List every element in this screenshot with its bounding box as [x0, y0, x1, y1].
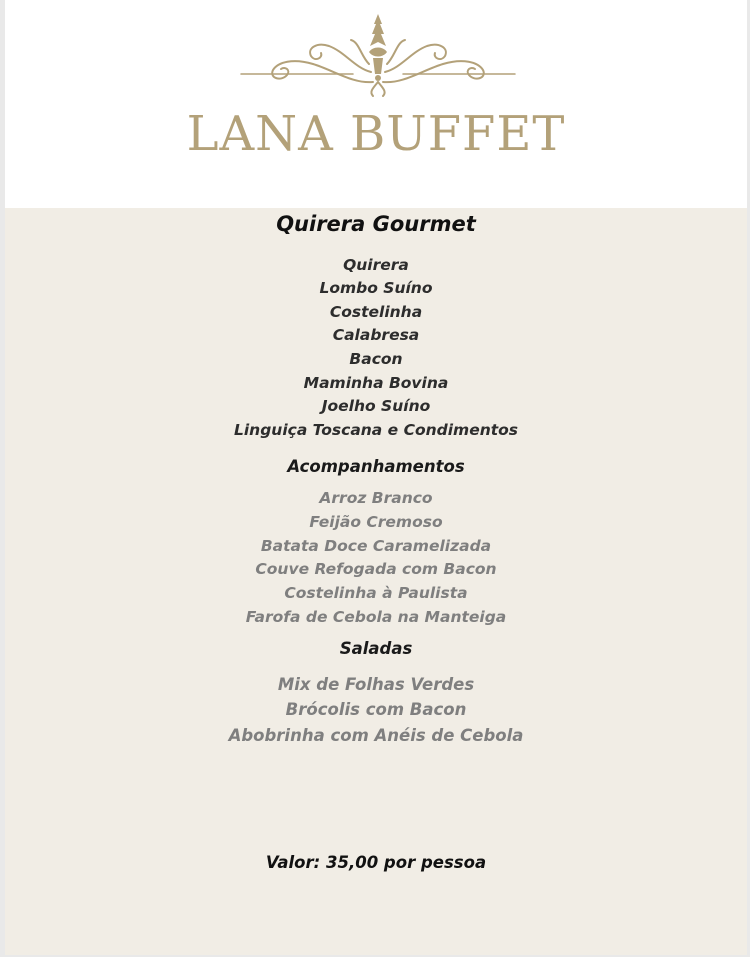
side-item: Batata Doce Caramelizada [260, 537, 492, 555]
sides-heading: Acompanhamentos [287, 457, 465, 476]
menu-item: Costelinha [329, 303, 423, 321]
ornament-flourish-icon [233, 12, 523, 98]
side-item: Arroz Branco [319, 489, 433, 507]
brand-title: LANA BUFFET [186, 106, 566, 162]
menu-item: Joelho Suíno [321, 397, 431, 415]
side-item: Farofa de Cebola na Manteiga [245, 608, 507, 626]
menu-item: Lombo Suíno [319, 279, 433, 297]
salad-item: Abobrinha com Anéis de Cebola [228, 726, 524, 745]
salad-item: Brócolis com Bacon [285, 700, 467, 719]
side-item: Costelinha à Paulista [284, 584, 468, 602]
menu-item: Bacon [349, 350, 403, 368]
menu-title: Quirera Gourmet [276, 212, 476, 236]
salad-item: Mix de Folhas Verdes [277, 675, 475, 694]
side-item: Couve Refogada com Bacon [255, 560, 497, 578]
menu-page [5, 0, 747, 955]
menu-item: Calabresa [332, 326, 420, 344]
menu-item: Quirera [343, 256, 409, 274]
header [5, 0, 747, 208]
price-label: Valor: 35,00 por pessoa [265, 853, 487, 872]
salads-heading: Saladas [339, 639, 413, 658]
side-item: Feijão Cremoso [309, 513, 443, 531]
menu-item: Linguiça Toscana e Condimentos [233, 421, 519, 439]
menu-item: Maminha Bovina [303, 374, 449, 392]
